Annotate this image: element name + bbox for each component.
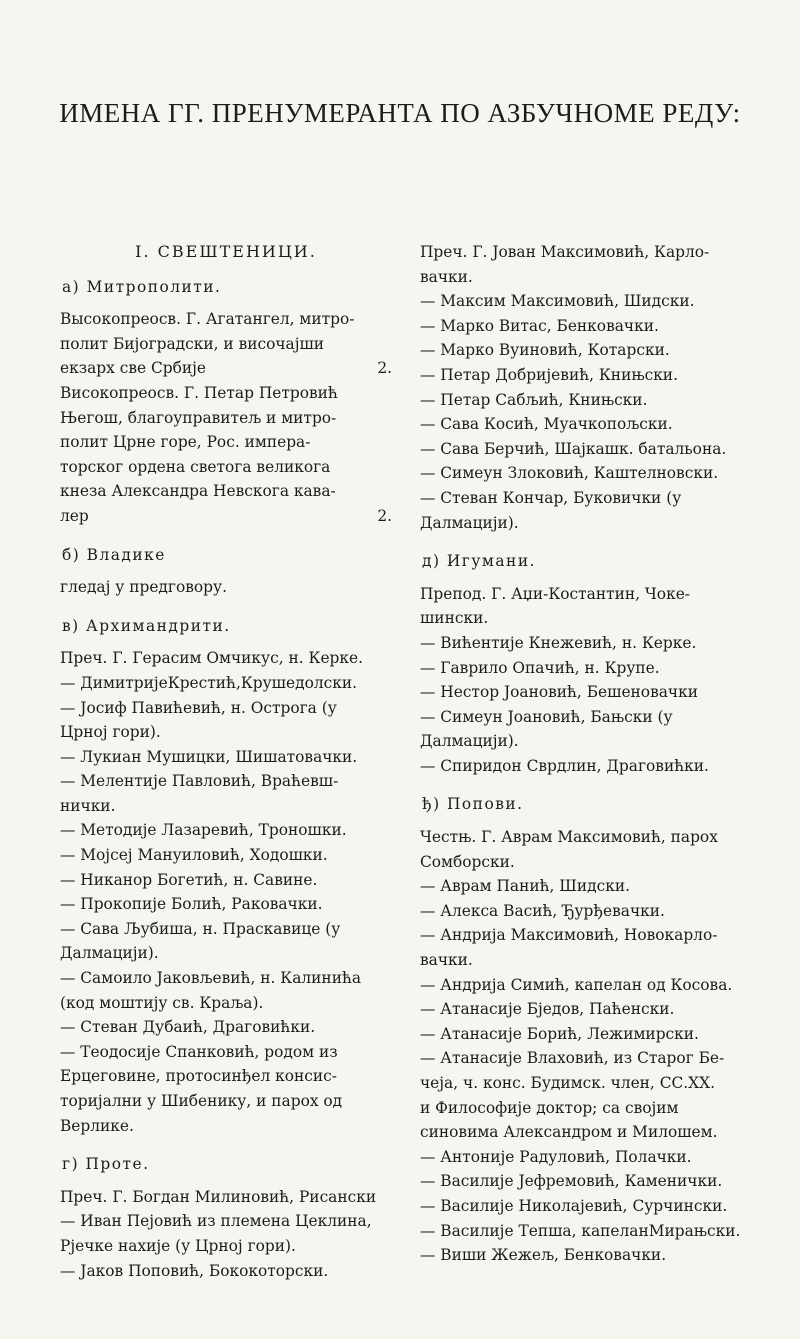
count-value: 2.	[377, 359, 392, 378]
list-item: нички.	[60, 796, 116, 815]
list-item: екзарх све Србије 2.	[60, 356, 392, 381]
count-value: 2.	[377, 506, 392, 525]
list-item: Честњ. Г. Аврам Максимовић, парох	[420, 828, 718, 847]
list-item: Високопреосв. Г. Петар Петровић	[60, 383, 338, 402]
list-item: — ДимитријеКрестић,Крушедолски.	[60, 673, 357, 692]
list-item: — Атанасије Бједов, Паћенски.	[420, 1000, 675, 1019]
list-item: — Петар Сабљић, Книњски.	[420, 390, 648, 409]
list-item: Преч. Г. Јован Максимовић, Карло-	[420, 243, 710, 261]
list-item: — Методије Лазаревић, Троношки.	[60, 821, 347, 840]
list-item: — Сава Љубиша, н. Праскавице (у	[60, 919, 341, 938]
list-item: — Марко Вуиновић, Котарски.	[420, 341, 670, 360]
entry-list-top	[420, 240, 760, 535]
list-item: Ерцеговине, протосинђел консис-	[60, 1067, 338, 1086]
list-item: шински.	[420, 609, 489, 628]
entry-list-g	[60, 1185, 392, 1283]
list-item: — Василије Николајевић, Сурчински.	[420, 1196, 728, 1215]
page-title: ИМЕНА ГГ. ПРЕНУМЕРАНТА ПО АЗБУЧНОМЕ РЕДУ:	[59, 98, 741, 128]
list-item: — Василије Јефремовић, Каменички.	[420, 1172, 723, 1191]
list-item: — Никанор Богетић, н. Савине.	[60, 870, 318, 889]
list-item: — Сава Косић, Муачкопољски.	[420, 415, 673, 434]
list-item: вачки.	[420, 267, 473, 286]
list-item: — Спиридон Сврдлин, Драговићки.	[420, 756, 709, 775]
list-item: синовима Александром и Милошем.	[420, 1123, 718, 1142]
list-item: — Аврам Панић, Шидски.	[420, 877, 630, 896]
list-item: Препод. Г. Аџи-Костантин, Чоке-	[420, 584, 691, 603]
list-item: полит Црне горе, Рос. импера-	[60, 433, 311, 452]
list-item: — Василије Тепша, капеланМирањски.	[420, 1221, 741, 1240]
list-item: (код моштију св. Краља).	[60, 993, 264, 1012]
list-item: Преч. Г. Богдан Милиновић, Рисански	[60, 1187, 377, 1206]
list-item: Његош, благоуправитељ и митро-	[60, 408, 337, 427]
list-item: торског ордена светога великога	[60, 457, 331, 476]
list-item: — Виши Жежељ, Бенковачки.	[420, 1246, 667, 1265]
list-item: — Јосиф Павићевић, н. Острога (у	[60, 698, 337, 717]
list-item: — Атанасије Борић, Лежимирски.	[420, 1024, 699, 1043]
list-item: — Атанасије Влаховић, из Старог Бе-	[420, 1049, 725, 1068]
list-item: Далмацији).	[420, 732, 519, 751]
list-item: — Нестор Јоановић, Бешеновачки	[420, 683, 698, 702]
list-item: — Сава Берчић, Шајкашк. батальона.	[420, 439, 727, 458]
entry-list-dj	[420, 825, 760, 1268]
list-item: — Теодосије Спанковић, родом из	[60, 1042, 338, 1061]
list-item: — Алекса Васић, Ђурђевачки.	[420, 901, 665, 920]
list-item: Преч. Г. Герасим Омчикус, н. Керке.	[60, 649, 364, 668]
list-item: — Андрија Максимовић, Новокарло-	[420, 926, 718, 945]
list-item: — Максим Максимовић, Шидски.	[420, 292, 695, 311]
section-title: I. СВЕШТЕНИЦИ.	[135, 242, 317, 261]
subhead-protes: г) Проте.	[62, 1155, 150, 1174]
list-item: чеја, ч. конс. Будимск. член, СС.ХХ.	[420, 1074, 715, 1092]
list-item: — Вићентије Кнежевић, н. Керке.	[420, 633, 697, 652]
subhead-priests: ђ) Попови.	[422, 795, 524, 814]
list-item: полит Бијоградски, и височајши	[60, 334, 325, 353]
list-item: Црној гори).	[60, 723, 161, 742]
subhead-metropolitans: а) Митрополити.	[62, 277, 222, 296]
list-item: Высокопреосв. Г. Агатангел, митро-	[60, 310, 355, 329]
list-item: — Мелентије Павловић, Враћевш-	[60, 772, 339, 791]
list-item: — Марко Витас, Бенковачки.	[420, 316, 659, 335]
right-column	[420, 240, 760, 1268]
entry-list-a	[60, 307, 392, 528]
list-item: — Антоније Радуловић, Полачки.	[420, 1147, 692, 1166]
list-item: — Мојсеј Мануиловић, Ходошки.	[60, 846, 328, 865]
list-item: Далмацији).	[60, 944, 159, 963]
subhead-archimandrites: в) Архимандрити.	[62, 616, 231, 635]
list-item: — Стеван Дубаић, Драговићки.	[60, 1018, 316, 1037]
list-item: вачки.	[420, 951, 473, 970]
left-column	[60, 240, 392, 1283]
list-item: — Прокопије Болић, Раковачки.	[60, 895, 323, 914]
list-item: гледај у предговору.	[60, 578, 227, 597]
subhead-hegumens: д) Игумани.	[422, 552, 536, 571]
list-item: — Иван Пејовић из племена Цеклина,	[60, 1212, 372, 1231]
list-item: — Јаков Поповић, Бококоторски.	[60, 1261, 329, 1280]
subhead-bishops: б) Владике	[62, 545, 166, 564]
list-item: Сомборски.	[420, 852, 515, 871]
list-item: Далмацији).	[420, 513, 519, 532]
list-item: Верлике.	[60, 1116, 134, 1135]
list-item: — Симеун Злоковић, Каштелновски.	[420, 464, 719, 483]
list-item: Рјечке нахије (у Црној гори).	[60, 1236, 296, 1255]
list-item: — Андрија Симић, капелан од Косова.	[420, 975, 733, 994]
list-item: — Лукиан Мушицки, Шишатовачки.	[60, 747, 358, 766]
list-item: — Петар Добријевић, Книњски.	[420, 365, 678, 384]
list-item: — Гаврило Опачић, н. Крупе.	[420, 658, 660, 677]
entry-list-v	[60, 646, 392, 1138]
list-item: кнеза Александра Невскога кава-	[60, 482, 336, 501]
list-item: и Философије доктор; са својим	[420, 1098, 679, 1117]
list-item: торијални у Шибенику, и парох од	[60, 1092, 343, 1110]
list-item: лер 2.	[60, 504, 392, 529]
entry-list-d	[420, 582, 760, 779]
list-item: — Самоило Јаковљевић, н. Калинића	[60, 969, 362, 988]
list-item: — Симеун Јоановић, Бањски (у	[420, 707, 673, 726]
list-item: — Стеван Кончар, Буковички (у	[420, 488, 682, 507]
